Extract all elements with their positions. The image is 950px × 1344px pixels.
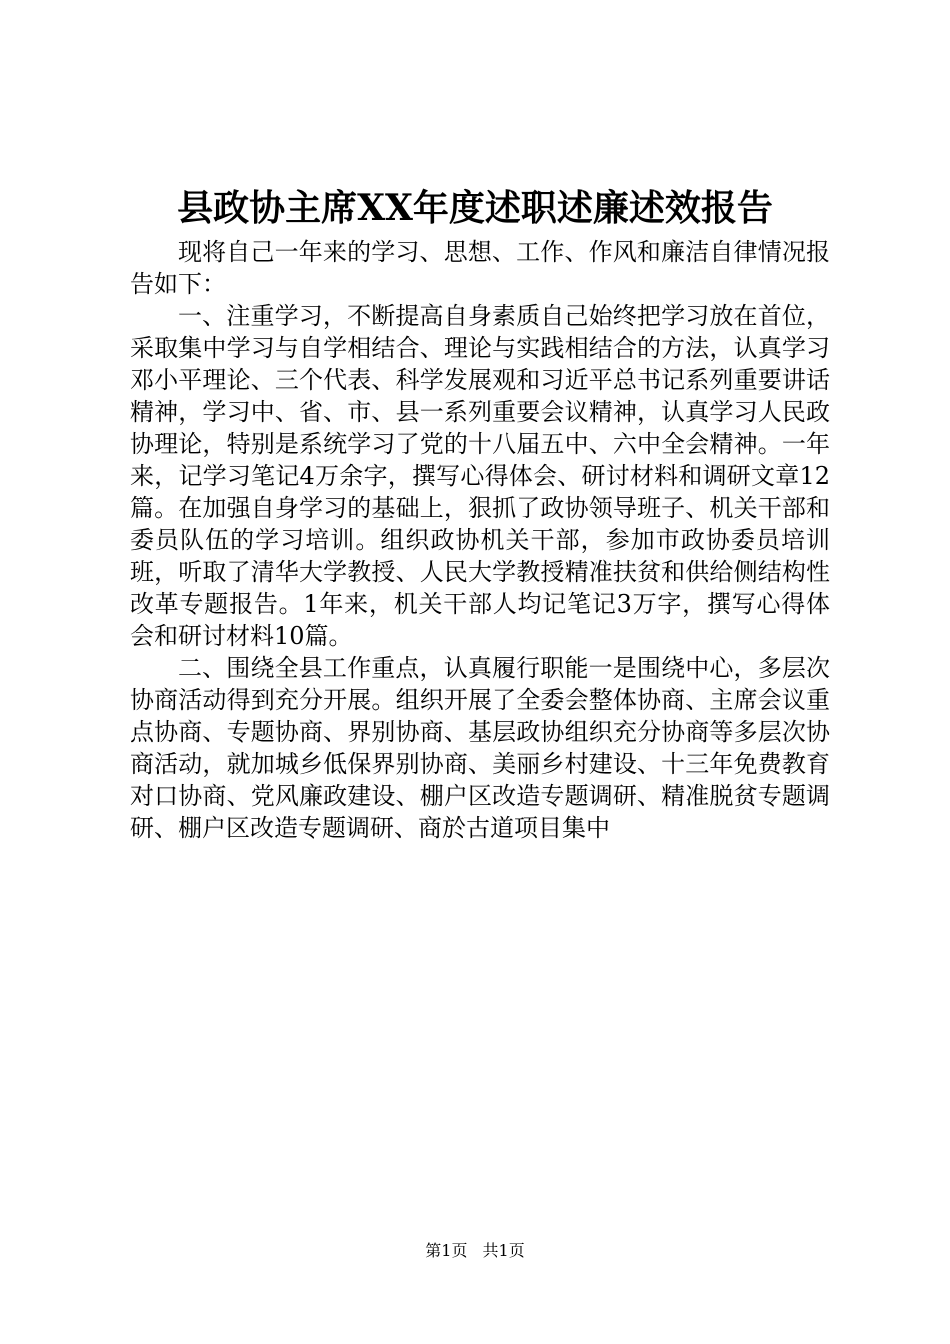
paragraph-study: 一、注重学习，不断提高自身素质自己始终把学习放在首位，采取集中学习与自学相结合、理论与实践相结合的方法，认真学习邓小平理论、三个代表、科学发展观和习近平总书记系列重要讲话精神，学习中、省、市、县一系列重要会议精神，认真学习人民政协理论，特别是系统学习了党的十八届五中、六中全会精神。一年来，记学习笔记4万余字，撰写心得体会、研讨材料和调研文章12篇。在加强自身学习的基础上，狠抓了政协领导班子、机关干部和委员队伍的学习培训。组织政协机关干部，参加市政协委员培训班，听取了清华大学教授、人民大学教授精准扶贫和供给侧结构性改革专题报告。1年来，机关干部人均记笔记3万字，撰写心得体会和研讨材料10篇。 — [130, 302, 830, 650]
page-title: 县政协主席XX年度述职述廉述效报告 — [177, 187, 773, 229]
page-number-total: 共1页 — [482, 1241, 525, 1260]
page-footer — [0, 1240, 950, 1262]
paragraph-intro: 现将自己一年来的学习、思想、工作、作风和廉洁自律情况报告如下： — [130, 238, 830, 298]
page-number-current: 第1页 — [425, 1241, 468, 1260]
document-body — [130, 236, 830, 844]
paragraph-duties: 二、围绕全县工作重点，认真履行职能一是围绕中心，多层次协商活动得到充分开展。组织开展了全委会整体协商、主席会议重点协商、专题协商、界别协商、基层政协组织充分协商等多层次协商活动，就加城乡低保界别协商、美丽乡村建设、十三年免费教育对口协商、党风廉政建设、棚户区改造专题调研、精准脱贫专题调研、棚户区改造专题调研、商於古道项目集中 — [130, 654, 830, 842]
